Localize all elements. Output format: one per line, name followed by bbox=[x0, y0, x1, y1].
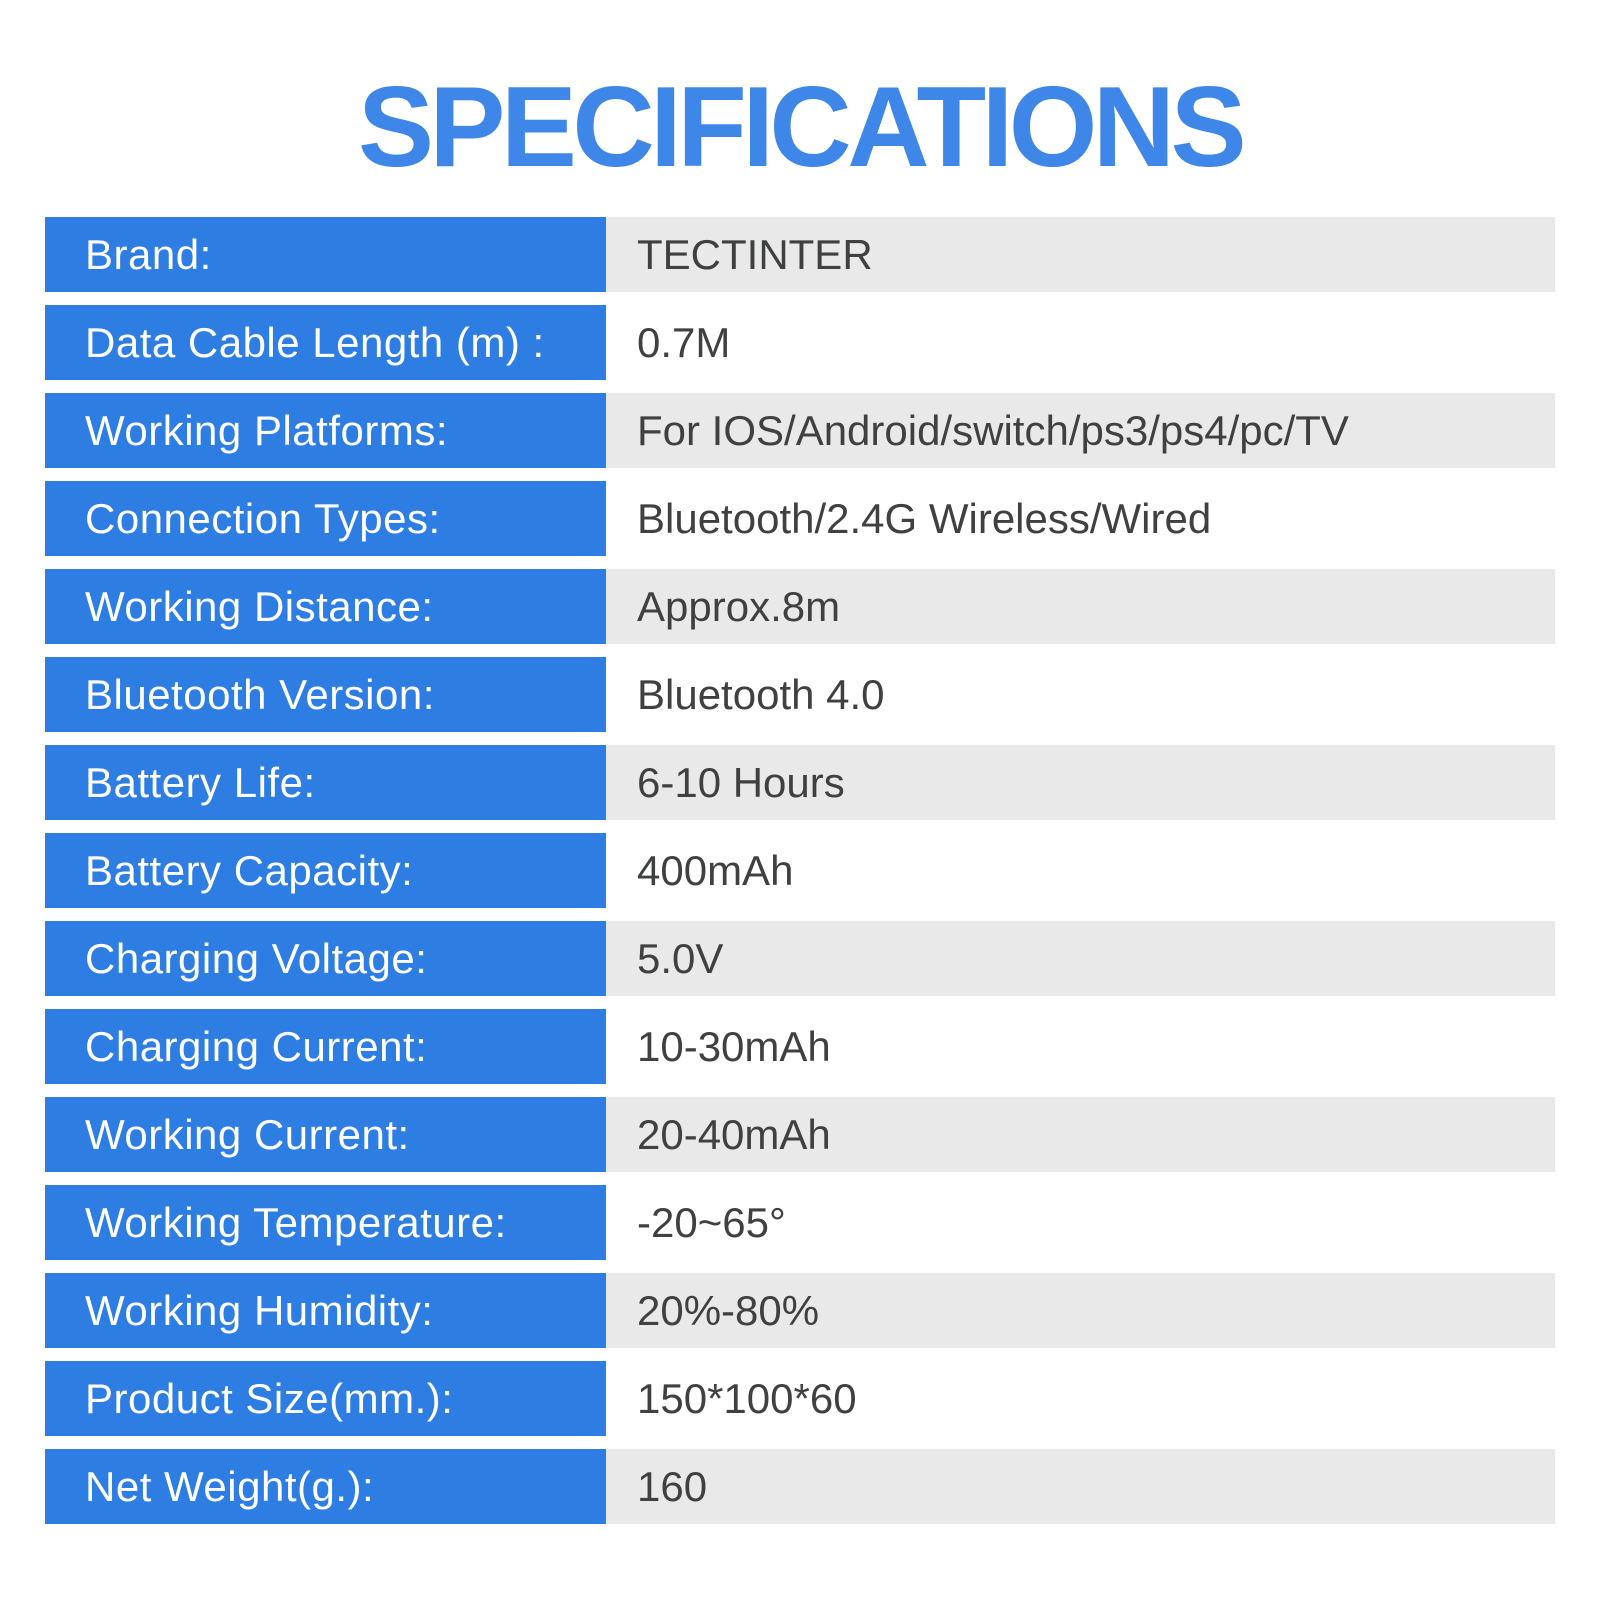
table-row bbox=[45, 921, 1555, 996]
spec-label-working-distance: Working Distance: bbox=[45, 569, 606, 644]
spec-label-working-platforms: Working Platforms: bbox=[45, 393, 606, 468]
spec-value-working-temperature: -20~65° bbox=[606, 1185, 1555, 1260]
specifications-table bbox=[45, 217, 1555, 1524]
spec-value-charging-current: 10-30mAh bbox=[606, 1009, 1555, 1084]
spec-value-battery-capacity: 400mAh bbox=[606, 833, 1555, 908]
table-row bbox=[45, 657, 1555, 732]
spec-label-working-current: Working Current: bbox=[45, 1097, 606, 1172]
spec-value-brand: TECTINTER bbox=[606, 217, 1555, 292]
table-row bbox=[45, 305, 1555, 380]
spec-label-battery-life: Battery Life: bbox=[45, 745, 606, 820]
spec-label-brand: Brand: bbox=[45, 217, 606, 292]
spec-sheet-page bbox=[0, 62, 1600, 1600]
spec-label-data-cable-length: Data Cable Length (m) : bbox=[45, 305, 606, 380]
spec-value-product-size: 150*100*60 bbox=[606, 1361, 1555, 1436]
table-row bbox=[45, 217, 1555, 292]
table-row bbox=[45, 393, 1555, 468]
spec-value-connection-types: Bluetooth/2.4G Wireless/Wired bbox=[606, 481, 1555, 556]
table-row bbox=[45, 1361, 1555, 1436]
spec-label-bluetooth-version: Bluetooth Version: bbox=[45, 657, 606, 732]
spec-label-net-weight: Net Weight(g.): bbox=[45, 1449, 606, 1524]
table-row bbox=[45, 569, 1555, 644]
spec-value-data-cable-length: 0.7M bbox=[606, 305, 1555, 380]
spec-value-working-humidity: 20%-80% bbox=[606, 1273, 1555, 1348]
table-row bbox=[45, 1449, 1555, 1524]
table-row bbox=[45, 1097, 1555, 1172]
spec-value-working-current: 20-40mAh bbox=[606, 1097, 1555, 1172]
spec-label-working-humidity: Working Humidity: bbox=[45, 1273, 606, 1348]
spec-label-working-temperature: Working Temperature: bbox=[45, 1185, 606, 1260]
spec-value-battery-life: 6-10 Hours bbox=[606, 745, 1555, 820]
table-row bbox=[45, 833, 1555, 908]
spec-label-connection-types: Connection Types: bbox=[45, 481, 606, 556]
spec-label-product-size: Product Size(mm.): bbox=[45, 1361, 606, 1436]
table-row bbox=[45, 481, 1555, 556]
table-row bbox=[45, 1185, 1555, 1260]
spec-label-charging-voltage: Charging Voltage: bbox=[45, 921, 606, 996]
spec-label-charging-current: Charging Current: bbox=[45, 1009, 606, 1084]
page-title: SPECIFICATIONS bbox=[357, 64, 1243, 191]
spec-value-working-platforms: For IOS/Android/switch/ps3/ps4/pc/TV bbox=[606, 393, 1555, 468]
spec-value-bluetooth-version: Bluetooth 4.0 bbox=[606, 657, 1555, 732]
spec-value-charging-voltage: 5.0V bbox=[606, 921, 1555, 996]
table-row bbox=[45, 1009, 1555, 1084]
spec-value-net-weight: 160 bbox=[606, 1449, 1555, 1524]
table-row bbox=[45, 1273, 1555, 1348]
spec-label-battery-capacity: Battery Capacity: bbox=[45, 833, 606, 908]
table-row bbox=[45, 745, 1555, 820]
spec-value-working-distance: Approx.8m bbox=[606, 569, 1555, 644]
